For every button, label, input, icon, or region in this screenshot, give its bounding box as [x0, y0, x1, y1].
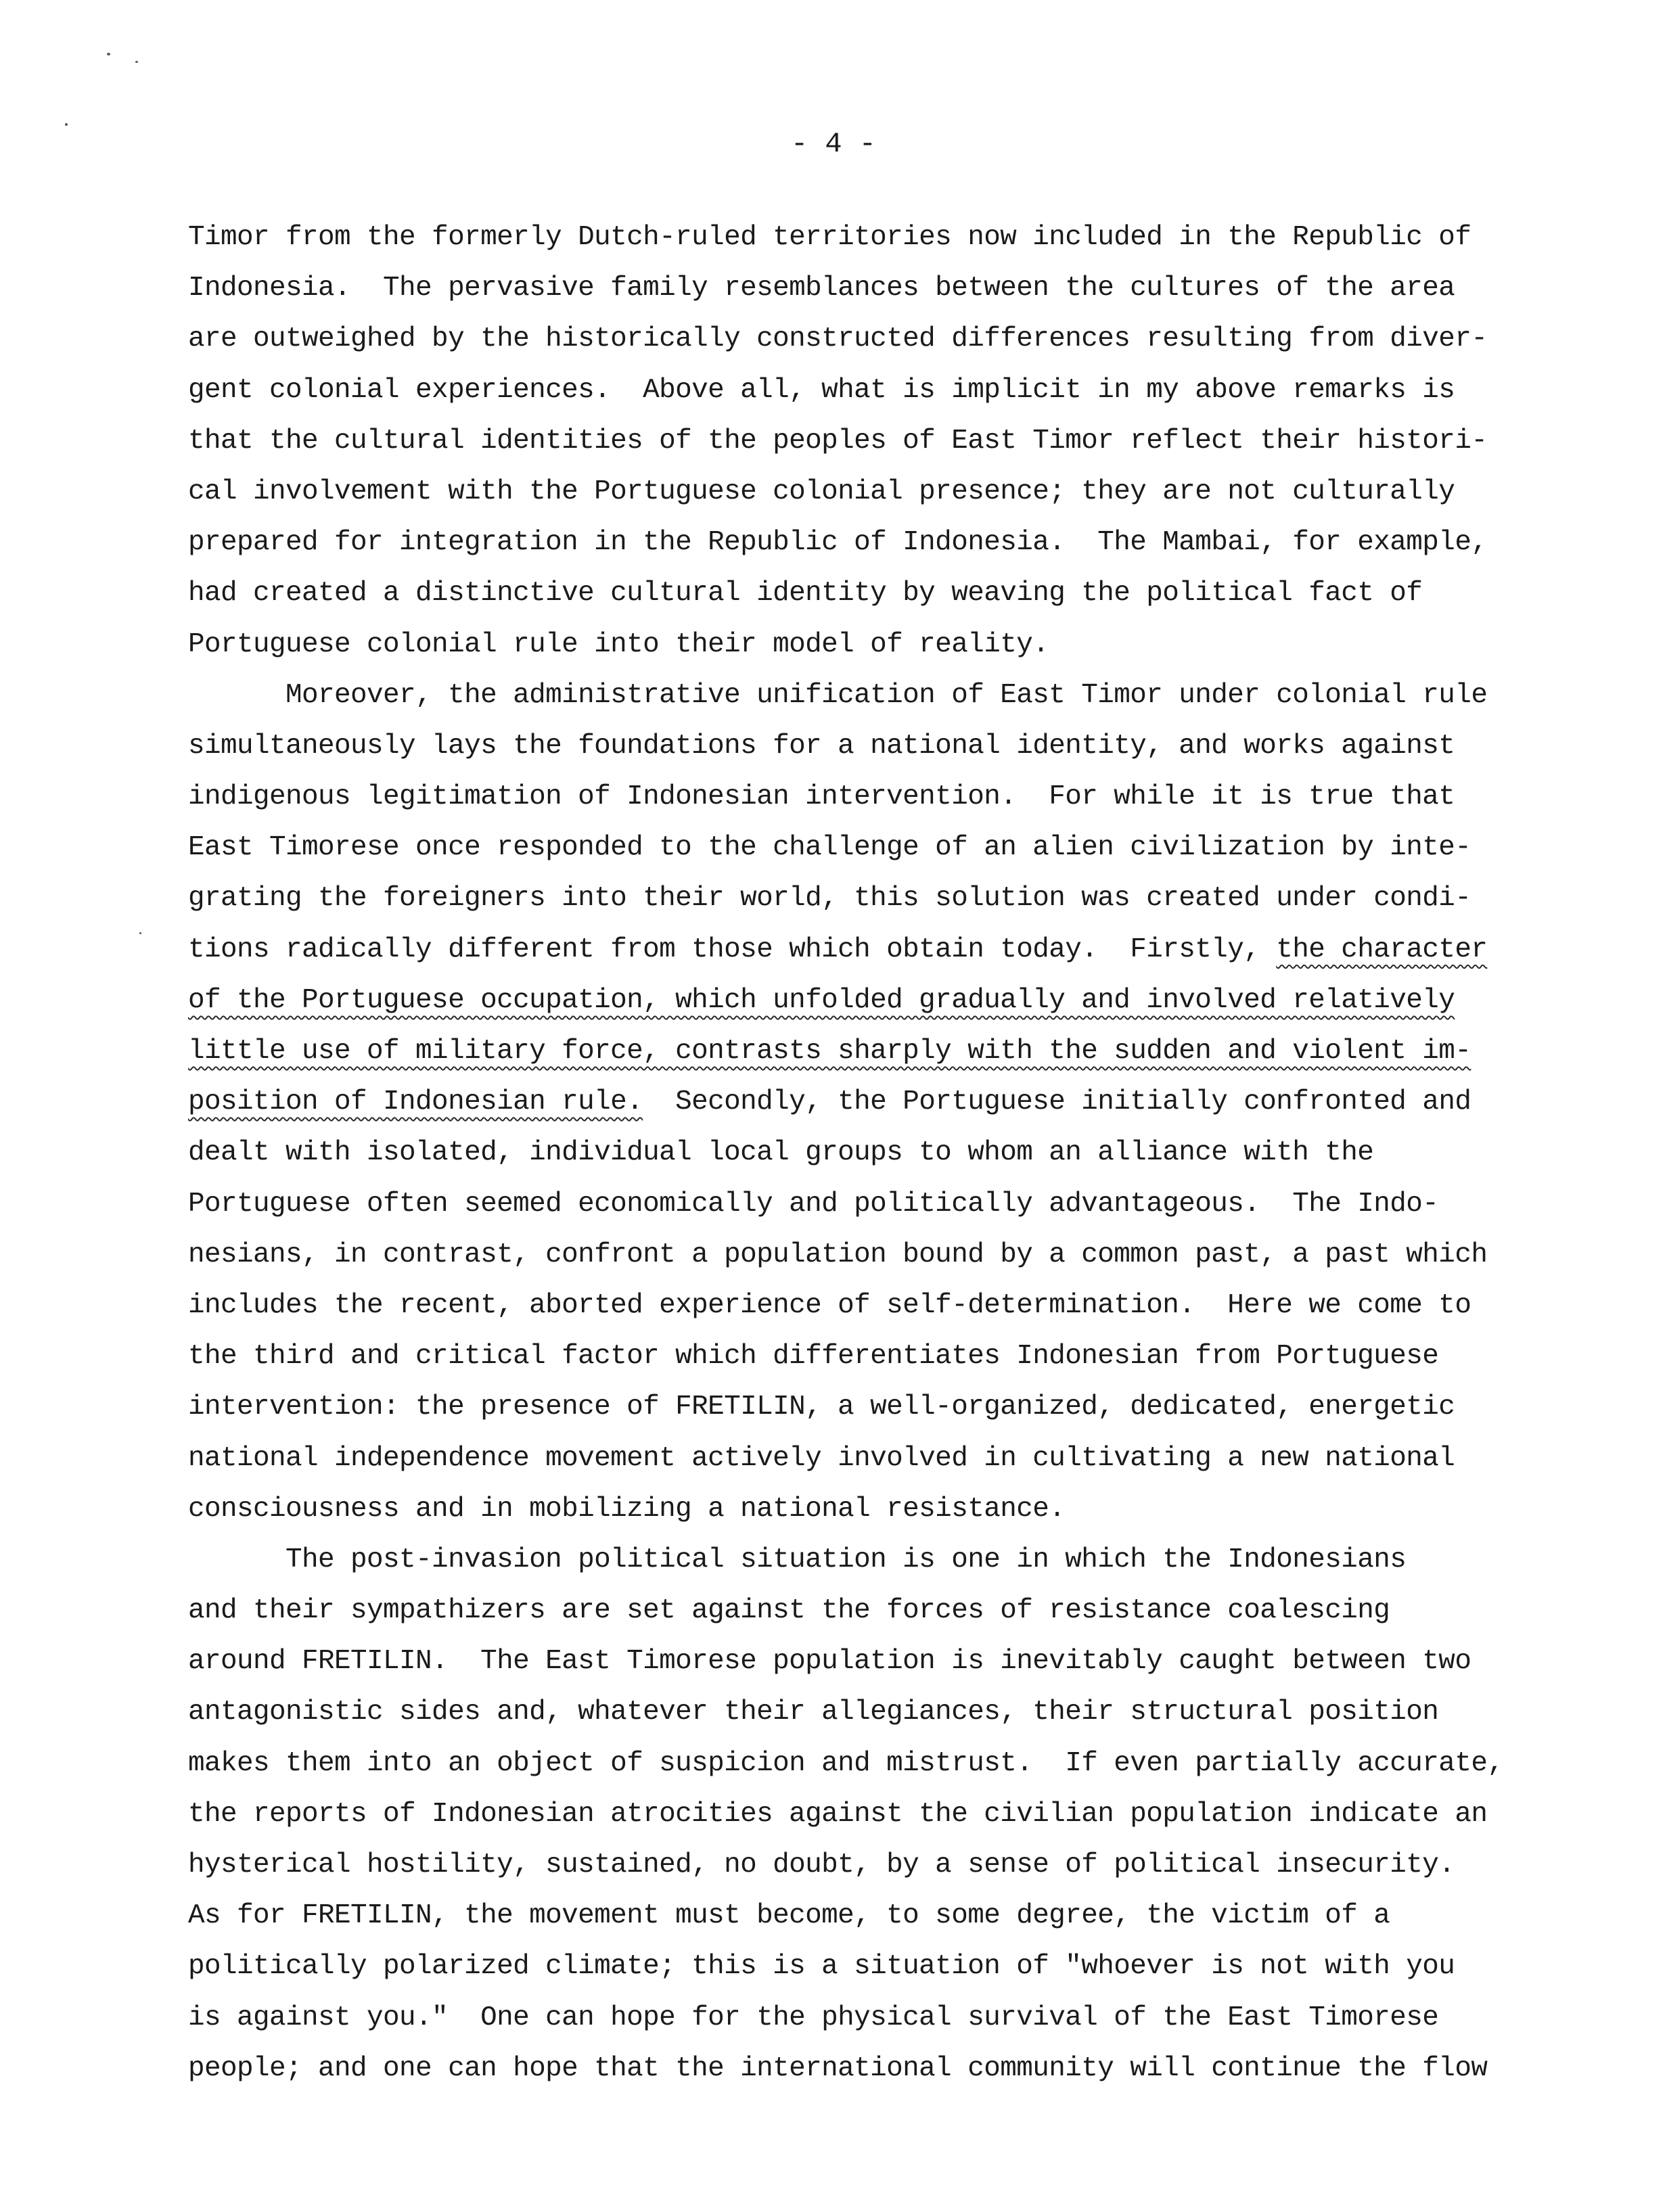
text-segment: national independence movement actively involved in cultivating a new national	[188, 1442, 1455, 1474]
text-segment: The post-invasion political situation is one in which the Indonesians	[188, 1544, 1407, 1575]
underlined-text: of the Portuguese occupation, which unfolded gradually and involved relatively	[188, 984, 1455, 1016]
text-segment: Timor from the formerly Dutch-ruled territories now included in the Republic of	[188, 222, 1471, 253]
scan-speck	[135, 61, 138, 63]
text-segment: intervention: the presence of FRETILIN, a well-organized, dedicated, energetic	[188, 1391, 1455, 1423]
text-line	[188, 263, 1582, 314]
text-line	[188, 620, 1582, 670]
text-segment: nesians, in contrast, confront a population bound by a common past, a past which	[188, 1239, 1488, 1270]
text-line	[188, 568, 1582, 619]
text-line	[188, 975, 1582, 1026]
text-line	[188, 416, 1582, 467]
text-line	[188, 212, 1582, 263]
text-line	[188, 1484, 1582, 1535]
text-segment: Secondly, the Portuguese initially confronted and	[643, 1086, 1471, 1118]
text-segment: hysterical hostility, sustained, no doubt, by a sense of political insecurity.	[188, 1849, 1455, 1881]
text-segment: politically polarized climate; this is a situation of "whoever is not with you	[188, 1951, 1455, 1983]
text-segment: cal involvement with the Portuguese colonial presence; they are not culturally	[188, 476, 1455, 507]
text-line	[188, 1128, 1582, 1178]
text-line	[188, 1993, 1582, 2044]
underlined-text: little use of military force, contrasts sharply with the sudden and violent im-	[188, 1036, 1471, 1067]
text-line	[188, 1535, 1582, 1586]
text-line	[188, 467, 1582, 517]
text-segment: antagonistic sides and, whatever their allegiances, their structural position	[188, 1697, 1439, 1728]
text-segment: includes the recent, aborted experience of self-determination. Here we come to	[188, 1289, 1471, 1321]
text-line	[188, 1941, 1582, 1992]
text-line	[188, 1586, 1582, 1636]
text-segment: simultaneously lays the foundations for a national identity, and works against	[188, 730, 1455, 762]
text-segment: that the cultural identities of the peoples of East Timor reflect their histori-	[188, 425, 1488, 457]
text-segment: prepared for integration in the Republic of Indonesia. The Mambai, for example,	[188, 527, 1488, 559]
text-line	[188, 925, 1582, 975]
text-segment: grating the foreigners into their world, this solution was created under condi-	[188, 883, 1471, 915]
underlined-text: position of Indonesian rule.	[188, 1086, 643, 1118]
text-line	[188, 1433, 1582, 1484]
text-line	[188, 517, 1582, 568]
text-segment: consciousness and in mobilizing a national resistance.	[188, 1493, 1066, 1525]
text-segment: Portuguese colonial rule into their model of reality.	[188, 628, 1049, 660]
page-number: - 4 -	[790, 128, 877, 160]
text-line	[188, 314, 1582, 365]
text-segment: Portuguese often seemed economically and politically advantageous. The Indo-	[188, 1188, 1439, 1220]
text-line	[188, 1281, 1582, 1331]
scan-speck	[139, 932, 141, 934]
text-segment: Indonesia. The pervasive family resemblances between the cultures of the area	[188, 273, 1455, 304]
text-segment: the third and critical factor which differentiates Indonesian from Portuguese	[188, 1341, 1439, 1373]
text-line	[188, 1738, 1582, 1789]
text-segment: around FRETILIN. The East Timorese population is inevitably caught between two	[188, 1646, 1471, 1678]
text-line	[188, 1891, 1582, 1941]
text-segment: As for FRETILIN, the movement must become, to some degree, the victim of a	[188, 1900, 1390, 1932]
text-line	[188, 823, 1582, 873]
text-segment: are outweighed by the historically constructed differences resulting from diver-	[188, 323, 1488, 355]
text-segment: gent colonial experiences. Above all, what is implicit in my above remarks is	[188, 374, 1455, 406]
body-text	[188, 212, 1582, 2094]
text-line	[188, 2044, 1582, 2094]
scan-speck	[65, 123, 68, 126]
text-line	[188, 1026, 1582, 1077]
scan-speck	[107, 53, 110, 55]
text-segment: East Timorese once responded to the challenge of an alien civilization by inte-	[188, 832, 1471, 864]
text-segment: Moreover, the administrative unification of East Timor under colonial rule	[188, 679, 1488, 711]
text-line	[188, 1840, 1582, 1891]
text-segment: makes them into an object of suspicion and mistrust. If even partially accurate,	[188, 1747, 1504, 1779]
text-line	[188, 873, 1582, 924]
text-line	[188, 1230, 1582, 1281]
text-segment: people; and one can hope that the international community will continue the flow	[188, 2052, 1488, 2084]
text-segment: dealt with isolated, individual local groups to whom an alliance with the	[188, 1137, 1374, 1169]
text-line	[188, 1179, 1582, 1230]
text-line	[188, 1687, 1582, 1738]
text-line	[188, 1382, 1582, 1433]
text-segment: and their sympathizers are set against the forces of resistance coalescing	[188, 1595, 1390, 1627]
text-line	[188, 721, 1582, 772]
text-line	[188, 772, 1582, 823]
text-segment: tions radically different from those which obtain today. Firstly,	[188, 934, 1277, 965]
underlined-text: the character	[1276, 934, 1488, 965]
text-segment: had created a distinctive cultural identity by weaving the political fact of	[188, 578, 1423, 609]
text-line	[188, 670, 1582, 721]
text-segment: the reports of Indonesian atrocities against the civilian population indicate an	[188, 1798, 1488, 1830]
text-line	[188, 365, 1582, 416]
text-line	[188, 1331, 1582, 1382]
text-segment: is against you." One can hope for the physical survival of the East Timorese	[188, 2002, 1439, 2033]
text-segment: indigenous legitimation of Indonesian intervention. For while it is true that	[188, 781, 1455, 813]
text-line	[188, 1789, 1582, 1840]
text-line	[188, 1077, 1582, 1128]
text-line	[188, 1636, 1582, 1687]
